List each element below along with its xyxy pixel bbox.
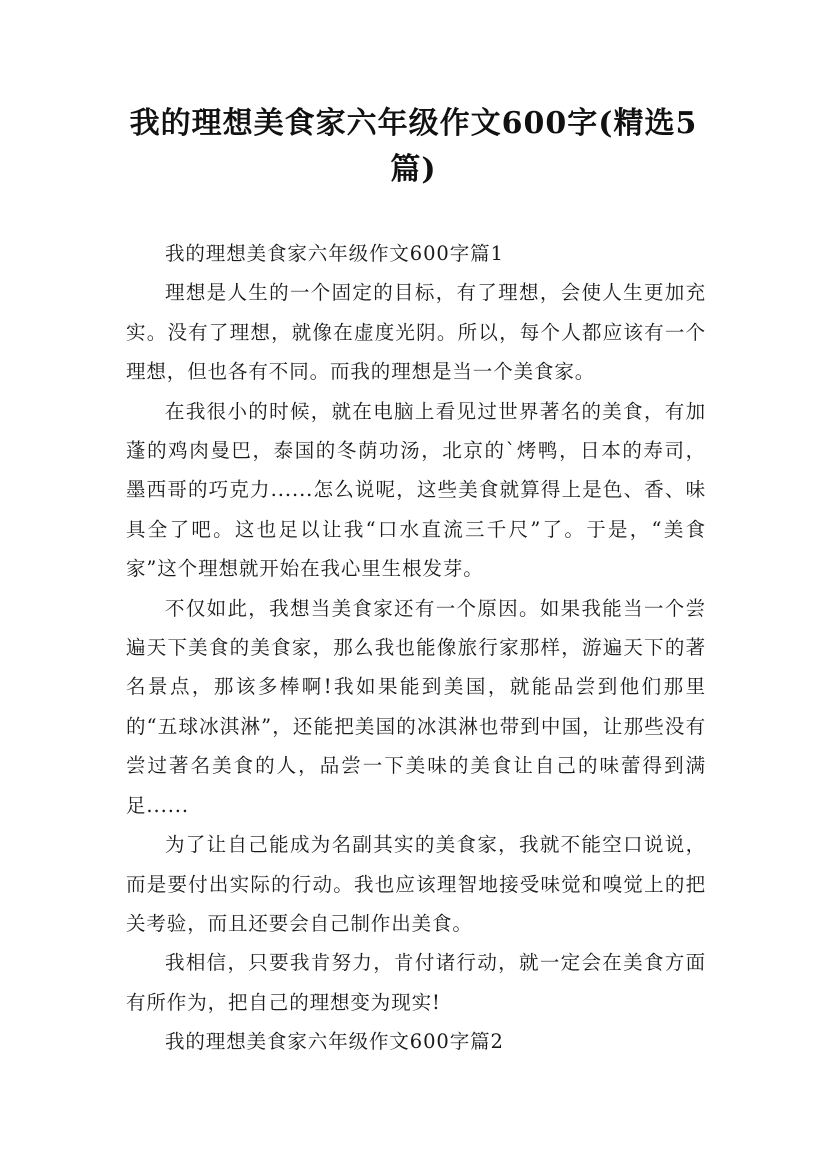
section-heading-2: 我的理想美食家六年级作文600字篇2 (165, 1030, 504, 1054)
document-title: 我的理想美食家六年级作文600字(精选5篇) (129, 106, 698, 187)
paragraph: 为了让自己能成为名副其实的美食家，我就不能空口说说，而是要付出实际的行动。我也应该理智地接受味觉和嗅觉上的把关考验，而且还要会自己制作出美食。 (126, 833, 706, 935)
section-heading-1: 我的理想美食家六年级作文600字篇1 (165, 242, 504, 265)
paragraph: 不仅如此，我想当美食家还有一个原因。如果我能当一个尝遍天下美食的美食家，那么我也能像旅行家那样，游遍天下的著名景点，那该多棒啊!我如果能到美国，就能品尝到他们那里的“五球冰淇淋”，还能把美国的冰淇淋也带到中国，让那些没有尝过著名美食的人，品尝一下美味的美食让自己的味蕾得到满足...... (126, 596, 706, 817)
paragraph: 在我很小的时候，就在电脑上看见过世界著名的美食，有加蓬的鸡肉曼巴，泰国的冬荫功汤，北京的`烤鸭，日本的寿司，墨西哥的巧克力......怎么说呢，这些美食就算得上是色、香、味具全了吧。这也足以让我“口水直流三千尺”了。于是，“美食家”这个理想就开始在我心里生根发芽。 (126, 399, 706, 581)
paragraph: 我相信，只要我肯努力，肯付诸行动，就一定会在美食方面有所作为，把自己的理想变为现实! (126, 951, 706, 1014)
document-body (126, 234, 706, 1062)
paragraph: 理想是人生的一个固定的目标，有了理想，会使人生更加充实。没有了理想，就像在虚度光阴。所以，每个人都应该有一个理想，但也各有不同。而我的理想是当一个美食家。 (126, 281, 706, 384)
